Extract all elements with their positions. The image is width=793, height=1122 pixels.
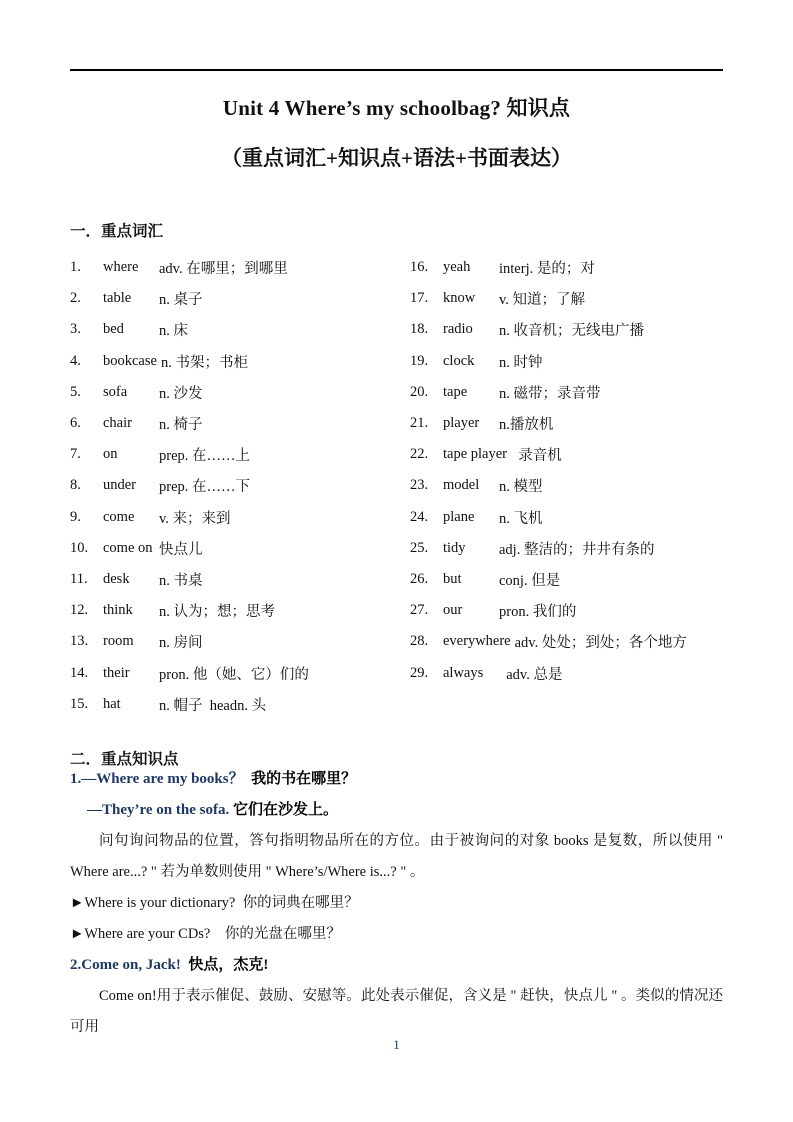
- vocab-definition: n. 房间: [159, 635, 203, 652]
- vocab-definition: adv. 处处；到处；各个地方: [514, 635, 687, 652]
- vocab-definition: n. 书架；书柜: [160, 354, 248, 371]
- vocab-number: 15.: [70, 695, 89, 712]
- vocab-number: 14.: [70, 664, 89, 681]
- vocab-number: 2.: [70, 290, 81, 307]
- vocab-number: 3.: [70, 321, 81, 338]
- vocab-column-right: [410, 252, 723, 720]
- vocab-word: come: [103, 508, 135, 525]
- vocab-definition: adv. 在哪里；到哪里: [159, 261, 288, 278]
- vocab-row: [70, 502, 410, 533]
- vocab-number: 16.: [410, 259, 429, 276]
- vocab-word: sofa: [103, 383, 128, 400]
- vocab-row: [70, 346, 410, 377]
- point1-explanation: 问句询问物品的位置，答句指明物品所在的方位。由于被询问的对象 books 是复数，所以使用 " Where are...? " 若为单数则使用 " Where’s/Where is...? " 。: [70, 833, 723, 880]
- vocab-number: 1.: [70, 259, 81, 276]
- vocab-word: bookcase: [103, 352, 157, 369]
- vocab-row: [410, 657, 723, 688]
- vocab-word: desk: [103, 570, 130, 587]
- vocab-row: [70, 377, 410, 408]
- vocab-definition: n. 飞机: [499, 510, 543, 527]
- vocab-word: know: [443, 290, 476, 307]
- vocab-row: [410, 346, 723, 377]
- vocab-row: [410, 439, 723, 470]
- vocab-row: [70, 595, 410, 626]
- vocab-word: player: [443, 415, 480, 432]
- point1-question-en: 1.—Where are my books？: [70, 771, 244, 787]
- vocab-word: come on: [103, 539, 153, 556]
- vocab-word: tape player: [443, 446, 508, 463]
- vocab-row: [70, 283, 410, 314]
- vocab-definition: interj. 是的；对: [499, 261, 595, 278]
- vocab-number: 25.: [410, 539, 429, 556]
- vocab-row: [70, 408, 410, 439]
- vocab-number: 13.: [70, 633, 89, 650]
- vocab-number: 27.: [410, 602, 429, 619]
- vocab-word: on: [103, 446, 118, 463]
- vocab-word: yeah: [443, 259, 471, 276]
- vocab-definition: n. 时钟: [499, 354, 543, 371]
- vocab-number: 19.: [410, 352, 429, 369]
- vocab-word: clock: [443, 352, 475, 369]
- vocab-definition: adv. 总是: [499, 666, 563, 683]
- vocab-word: tidy: [443, 539, 466, 556]
- point1-question: [70, 764, 723, 795]
- vocab-word: room: [103, 633, 134, 650]
- vocab-row: [410, 502, 723, 533]
- vocab-word: everywhere: [443, 633, 511, 650]
- doc-title: Unit 4 Where’s my schoolbag? 知识点: [222, 96, 571, 120]
- vocab-number: 4.: [70, 352, 81, 369]
- vocab-definition: n. 帽子 headn. 头: [159, 697, 267, 714]
- vocab-word: our: [443, 602, 463, 619]
- vocab-row: [70, 439, 410, 470]
- section2-heading: 二．重点知识点: [70, 751, 179, 768]
- vocab-number: 10.: [70, 539, 89, 556]
- vocab-row: [410, 533, 723, 564]
- point1-question-zh: 我的书在哪里？: [243, 771, 357, 787]
- vocab-row: [410, 252, 723, 283]
- doc-subtitle: （重点词汇+知识点+语法+书面表达）: [221, 146, 572, 170]
- vocab-definition: prep. 在……上: [159, 448, 251, 465]
- vocab-word: hat: [103, 695, 121, 712]
- vocab-definition: v. 来；来到: [159, 510, 231, 527]
- vocab-definition: pron. 他（她、它）们的: [159, 666, 309, 683]
- header-divider: [70, 69, 723, 71]
- vocab-row: [410, 564, 723, 595]
- vocab-definition: 快点儿: [159, 541, 203, 558]
- vocab-number: 21.: [410, 415, 429, 432]
- vocab-row: [70, 564, 410, 595]
- vocab-word: where: [103, 259, 139, 276]
- vocab-definition: n. 桌子: [159, 292, 203, 309]
- vocab-number: 7.: [70, 446, 81, 463]
- vocab-row: [70, 657, 410, 688]
- vocab-number: 11.: [70, 570, 88, 587]
- vocab-definition: adj. 整洁的；井井有条的: [499, 541, 655, 558]
- vocab-number: 8.: [70, 477, 81, 494]
- vocab-word: think: [103, 602, 133, 619]
- vocab-row: [410, 408, 723, 439]
- vocab-number: 20.: [410, 383, 429, 400]
- point2-title: [70, 950, 723, 981]
- vocab-row: [410, 470, 723, 501]
- vocab-word: but: [443, 570, 462, 587]
- vocab-number: 24.: [410, 508, 429, 525]
- vocab-number: 18.: [410, 321, 429, 338]
- vocab-row: [410, 314, 723, 345]
- vocab-definition: n. 椅子: [159, 417, 203, 434]
- vocab-word: their: [103, 664, 130, 681]
- vocab-word: radio: [443, 321, 473, 338]
- vocab-word: table: [103, 290, 132, 307]
- vocab-row: [70, 314, 410, 345]
- page-number: 1: [393, 1037, 400, 1052]
- vocab-list: [70, 252, 723, 720]
- point2-title-en: 2.Come on, Jack!: [70, 957, 181, 973]
- vocab-number: 22.: [410, 446, 429, 463]
- vocab-definition: n. 床: [159, 323, 188, 340]
- vocab-row: [410, 283, 723, 314]
- vocab-number: 28.: [410, 633, 429, 650]
- vocab-definition: n. 沙发: [159, 385, 203, 402]
- section1-heading: 一．重点词汇: [70, 223, 164, 240]
- vocab-definition: n. 收音机；无线电广播: [499, 323, 644, 340]
- vocab-definition: n.播放机: [499, 417, 554, 434]
- vocab-row: [70, 252, 410, 283]
- vocab-definition: 录音机: [511, 448, 562, 465]
- vocab-definition: n. 认为；想；思考: [159, 604, 275, 621]
- vocab-definition: prep. 在……下: [159, 479, 251, 496]
- vocab-number: 23.: [410, 477, 429, 494]
- vocab-definition: n. 磁带；录音带: [499, 385, 601, 402]
- vocab-column-left: [70, 252, 410, 720]
- vocab-number: 12.: [70, 602, 89, 619]
- vocab-number: 9.: [70, 508, 81, 525]
- vocab-row: [70, 626, 410, 657]
- vocab-row: [70, 689, 410, 720]
- section2-body: [70, 764, 723, 1043]
- vocab-row: [410, 626, 723, 657]
- vocab-word: bed: [103, 321, 124, 338]
- vocab-word: plane: [443, 508, 475, 525]
- vocab-number: 6.: [70, 415, 81, 432]
- point1-answer-en: —They’re on the sofa.: [87, 802, 230, 818]
- vocab-row: [410, 595, 723, 626]
- vocab-row: [410, 377, 723, 408]
- point1-answer: [70, 795, 723, 826]
- vocab-word: tape: [443, 383, 468, 400]
- example-dictionary: ►Where is your dictionary? 你的词典在哪里？: [70, 895, 359, 911]
- example-cds: ►Where are your CDs? 你的光盘在哪里？: [70, 926, 341, 942]
- vocab-number: 29.: [410, 664, 429, 681]
- vocab-definition: n. 模型: [499, 479, 543, 496]
- vocab-definition: pron. 我们的: [499, 604, 577, 621]
- point2-title-zh: 快点，杰克!: [180, 957, 269, 973]
- point1-answer-zh: 它们在沙发上。: [229, 802, 338, 818]
- vocab-definition: conj. 但是: [499, 572, 561, 589]
- vocab-word: chair: [103, 415, 132, 432]
- vocab-number: 5.: [70, 383, 81, 400]
- vocab-row: [70, 533, 410, 564]
- vocab-word: always: [443, 664, 484, 681]
- vocab-definition: v. 知道；了解: [499, 292, 586, 309]
- point2-explanation: Come on!用于表示催促、鼓励、安慰等。此处表示催促，含义是 " 赶快，快点儿 " 。类似的情况还可用: [70, 988, 723, 1035]
- vocab-definition: n. 书桌: [159, 572, 203, 589]
- vocab-row: [70, 470, 410, 501]
- vocab-word: under: [103, 477, 137, 494]
- vocab-number: 17.: [410, 290, 429, 307]
- vocab-word: model: [443, 477, 480, 494]
- vocab-number: 26.: [410, 570, 429, 587]
